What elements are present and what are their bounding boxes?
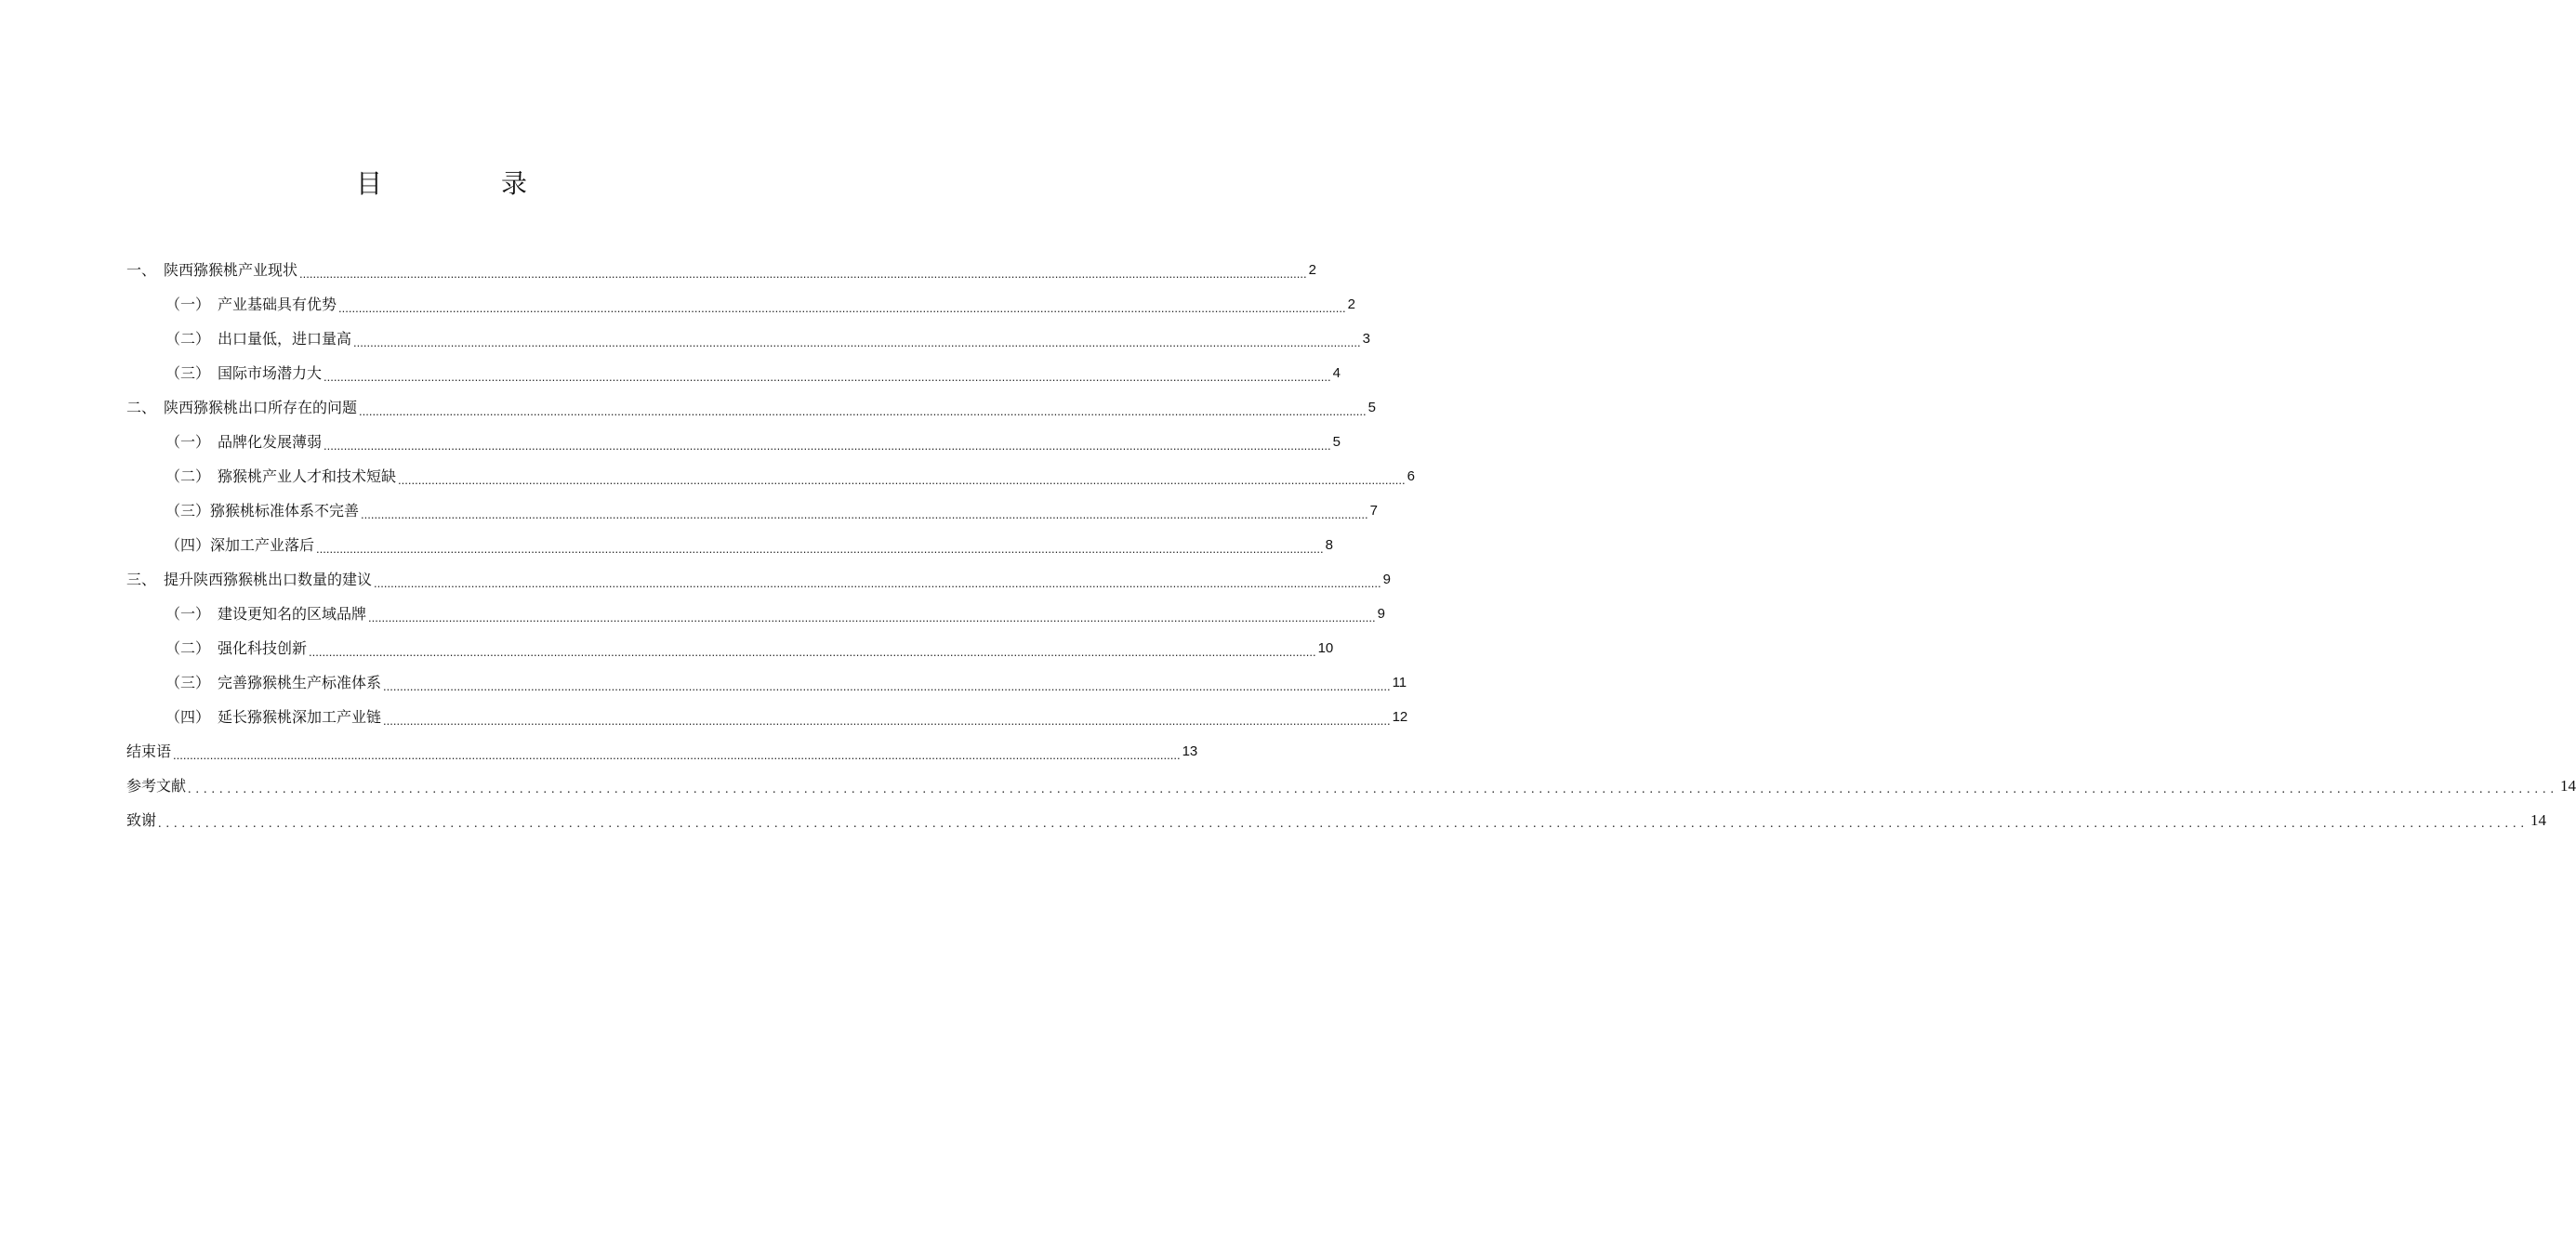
toc-entry-label: 产业基础具有优势 xyxy=(218,295,337,313)
toc-entry-number: （三） xyxy=(165,501,211,519)
toc-entry[interactable] xyxy=(126,390,1376,425)
dot-leader: ............................................................................................................................................................................................................................................................................................................ xyxy=(374,576,1381,590)
dot-leader: ............................................................................................................................................................................................................................................................................................................ xyxy=(188,782,2559,796)
toc-entry[interactable] xyxy=(126,493,1378,528)
toc-entry-label: 陕西猕猴桃出口所存在的问题 xyxy=(164,398,358,416)
toc-entry-label: 深加工产业落后 xyxy=(210,535,315,554)
toc-entry-label: 完善猕猴桃生产标准体系 xyxy=(218,673,382,691)
toc-entry-label: 猕猴桃标准体系不完善 xyxy=(210,501,360,519)
toc-entry-page: 7 xyxy=(1369,502,1378,519)
dot-leader: ............................................................................................................................................................................................................................................................................................................ xyxy=(173,748,1181,762)
toc-entry[interactable] xyxy=(126,459,1415,493)
dot-leader: ............................................................................................................................................................................................................................................................................................................ xyxy=(361,507,1368,521)
page-title: 目 录 xyxy=(355,168,574,199)
toc-entry[interactable] xyxy=(126,665,1407,700)
toc-entry-number: （一） xyxy=(165,604,218,623)
dot-leader: ............................................................................................................................................................................................................................................................................................................ xyxy=(338,301,1346,315)
dot-leader: ............................................................................................................................................................................................................................................................................................................ xyxy=(158,817,2530,831)
toc-entry-number: （二） xyxy=(165,638,218,657)
dot-leader: ............................................................................................................................................................................................................................................................................................................ xyxy=(299,267,1307,281)
toc-entry[interactable] xyxy=(126,597,1385,631)
toc-entry[interactable] xyxy=(126,425,1341,459)
toc-entry-page: 14 xyxy=(2560,776,2576,795)
toc-entry-label: 延长猕猴桃深加工产业链 xyxy=(218,707,382,726)
toc-entry-page: 6 xyxy=(1407,467,1415,484)
toc-entry-label: 强化科技创新 xyxy=(218,638,308,657)
toc-entry-label: 提升陕西猕猴桃出口数量的建议 xyxy=(164,570,373,588)
dot-leader: ............................................................................................................................................................................................................................................................................................................ xyxy=(324,439,1331,453)
toc-entry-label: 猕猴桃产业人才和技术短缺 xyxy=(218,467,397,485)
toc-entry-page: 2 xyxy=(1308,261,1316,278)
toc-entry-page: 8 xyxy=(1325,536,1333,553)
toc-entry[interactable] xyxy=(126,528,1333,562)
toc-entry[interactable] xyxy=(126,562,1391,597)
toc-entry-label: 国际市场潜力大 xyxy=(218,363,323,382)
toc-entry-label: 陕西猕猴桃产业现状 xyxy=(164,260,298,279)
toc-entry-number: （二） xyxy=(165,329,218,348)
toc-entry[interactable] xyxy=(126,356,1341,390)
toc-entry-label: 结束语 xyxy=(126,742,172,760)
toc-entry-label: 建设更知名的区域品牌 xyxy=(218,604,367,623)
toc-entry-page: 9 xyxy=(1377,605,1385,622)
toc-entry-number: （四） xyxy=(165,535,211,554)
toc-entry[interactable] xyxy=(126,631,1334,665)
toc-entry-label: 致谢 xyxy=(126,810,157,829)
toc-entry[interactable] xyxy=(126,803,2547,837)
toc-entry-number: （三） xyxy=(165,363,218,382)
toc-entry-page: 11 xyxy=(1392,674,1407,690)
toc-entry-number: （一） xyxy=(165,432,218,451)
dot-leader: ............................................................................................................................................................................................................................................................................................................ xyxy=(359,404,1367,418)
toc-entry-number: 三、 xyxy=(126,570,165,588)
toc-entry[interactable] xyxy=(126,700,1408,734)
table-of-contents xyxy=(126,253,2576,837)
toc-entry-number: （四） xyxy=(165,707,218,726)
toc-entry-page: 12 xyxy=(1392,708,1408,725)
dot-leader: ............................................................................................................................................................................................................................................................................................................ xyxy=(324,370,1331,384)
toc-entry-number: 一、 xyxy=(126,260,165,279)
toc-entry-page: 2 xyxy=(1347,296,1355,312)
toc-entry-page: 10 xyxy=(1317,639,1334,656)
toc-entry[interactable] xyxy=(126,734,1198,769)
toc-entry-number: （一） xyxy=(165,295,218,313)
dot-leader: ............................................................................................................................................................................................................................................................................................................ xyxy=(353,335,1361,349)
toc-entry[interactable] xyxy=(126,287,1355,322)
toc-entry-page: 5 xyxy=(1332,433,1341,450)
dot-leader: ............................................................................................................................................................................................................................................................................................................ xyxy=(398,473,1406,487)
toc-entry-number: （二） xyxy=(165,467,218,485)
toc-entry-page: 14 xyxy=(2530,810,2547,829)
toc-entry-label: 出口量低，进口量高 xyxy=(218,329,352,348)
toc-entry-number: （三） xyxy=(165,673,218,691)
toc-entry-number: 二、 xyxy=(126,398,165,416)
toc-entry-page: 5 xyxy=(1367,399,1376,415)
toc-entry-label: 参考文献 xyxy=(126,776,187,795)
dot-leader: ............................................................................................................................................................................................................................................................................................................ xyxy=(316,542,1324,556)
dot-leader: ............................................................................................................................................................................................................................................................................................................ xyxy=(309,645,1316,659)
toc-entry[interactable] xyxy=(126,769,2576,803)
dot-leader: ............................................................................................................................................................................................................................................................................................................ xyxy=(368,611,1376,624)
toc-entry-page: 13 xyxy=(1182,743,1198,759)
dot-leader: ............................................................................................................................................................................................................................................................................................................ xyxy=(383,714,1391,728)
toc-entry-page: 4 xyxy=(1332,364,1341,381)
toc-entry-page: 3 xyxy=(1362,330,1370,347)
toc-entry[interactable] xyxy=(126,253,1316,287)
dot-leader: ............................................................................................................................................................................................................................................................................................................ xyxy=(383,679,1391,693)
toc-entry-label: 品牌化发展薄弱 xyxy=(218,432,323,451)
toc-entry[interactable] xyxy=(126,322,1370,356)
toc-entry-page: 9 xyxy=(1382,571,1391,587)
